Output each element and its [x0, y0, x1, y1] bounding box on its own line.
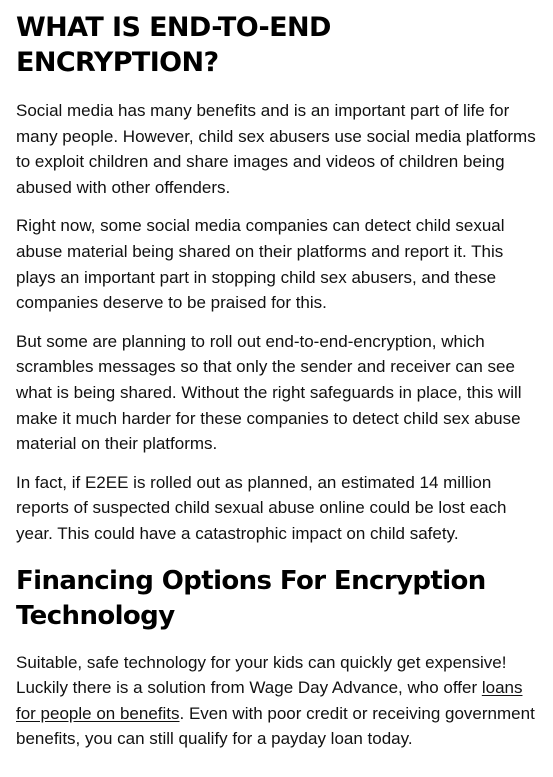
section-financing-options: [16, 564, 537, 752]
paragraph: [16, 650, 537, 752]
paragraph: In fact, if E2EE is rolled out as planned, an estimated 14 million reports of suspected child sexual abuse online could be lost each year. This could have a catastrophic impact on child safety.: [16, 472, 507, 543]
loans-link[interactable]: loans for people on benefits: [16, 678, 523, 723]
section-heading: Financing Options For Encryption Technology: [16, 565, 486, 631]
section-heading: WHAT IS END-TO-END ENCRYPTION?: [16, 12, 331, 78]
paragraph: Right now, some social media companies can detect child sexual abuse material being shared on their platforms and report it. This plays an important part in stopping child sex abusers, and these companies deserve to be praised for this.: [16, 216, 505, 313]
paragraph: But some are planning to roll out end-to-end-encryption, which scrambles messages so that only the sender and receiver can see what is being shared. Without the right safeguards in place, this will make it much harder for these companies to detect child sex abuse material on their platforms.: [16, 331, 522, 454]
paragraph: Social media has many benefits and is an important part of life for many people. However, child sex abusers use social media platforms to exploit children and share images and videos of children being abused with other offenders.: [16, 101, 536, 197]
paragraph-text: Suitable, safe technology for your kids can quickly get expensive! Luckily there is a solution from Wage Day Advance, who offer: [16, 652, 507, 698]
paragraph-text: . Even with poor credit or receiving government benefits, you can still qualify for a payday loan today.: [16, 703, 535, 749]
section-what-is-e2ee: [16, 10, 537, 547]
